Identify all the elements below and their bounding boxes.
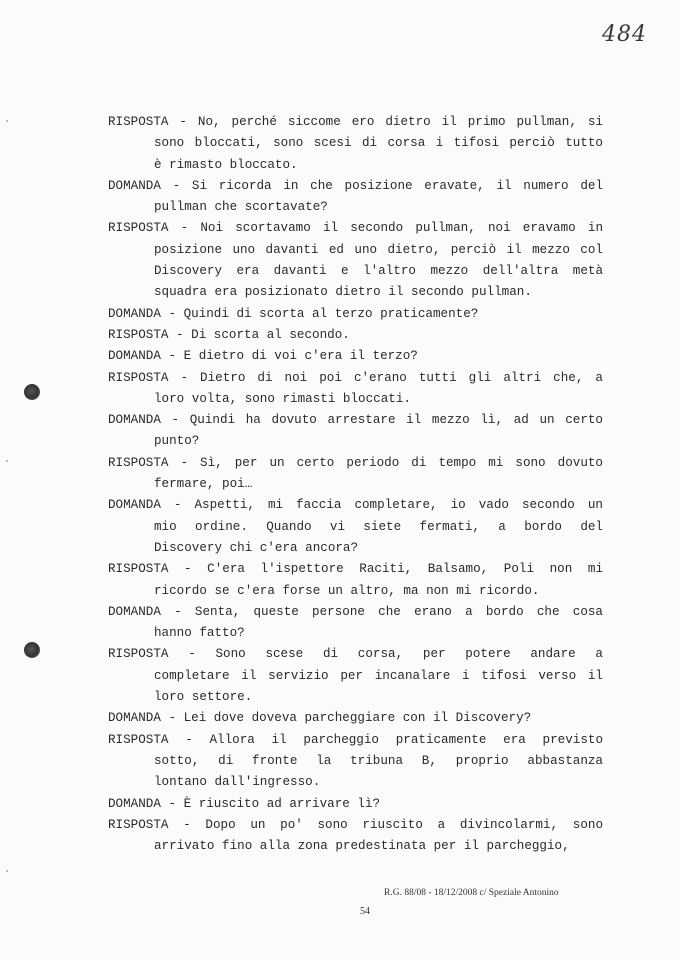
- entry-continuation-line: arrivato fino alla zona predestinata per il parcheggio,: [154, 839, 570, 854]
- entry-first-line: DOMANDA - Lei dove doveva parcheggiare con il Discovery?: [108, 711, 532, 726]
- entry-continuation-line: ricordo se c'era forse un altro, ma non mi ricordo.: [154, 583, 540, 598]
- transcript-entry: [108, 368, 603, 411]
- entry-first-line: RISPOSTA - Dopo un po' sono riuscito a divincolarmi, sono: [108, 817, 603, 832]
- transcript-entry: [108, 346, 603, 367]
- page-number: 54: [360, 906, 370, 917]
- entry-continuation-line: loro volta, sono rimasti bloccati.: [154, 391, 411, 406]
- entry-first-line: DOMANDA - Quindi di scorta al terzo praticamente?: [108, 306, 479, 321]
- transcript-entry: [108, 815, 603, 858]
- transcript-entry: [108, 176, 603, 219]
- entry-first-line: DOMANDA - Senta, queste persone che erano a bordo che cosa: [108, 604, 603, 619]
- transcript-entry: [108, 112, 603, 176]
- entry-continuation-line: Discovery era davanti e l'altro mezzo dell'altra metà: [154, 264, 603, 279]
- entry-first-line: DOMANDA - E dietro di voi c'era il terzo?: [108, 349, 418, 364]
- transcript-entry: [108, 218, 603, 303]
- entry-continuation-line: hanno fatto?: [154, 626, 245, 641]
- entry-continuation-line: punto?: [154, 434, 200, 449]
- entry-continuation-line: sono bloccati, sono scesi di corsa i tifosi perciò tutto: [154, 136, 603, 151]
- transcript-entry: [108, 644, 603, 708]
- entry-continuation-line: loro settore.: [154, 690, 253, 705]
- transcript-entry: [108, 708, 603, 729]
- transcript-entry: [108, 410, 603, 453]
- punch-hole: [24, 642, 40, 658]
- scan-mark: [6, 460, 8, 462]
- entry-first-line: RISPOSTA - Sì, per un certo periodo di tempo mi sono dovuto: [108, 455, 603, 470]
- entry-first-line: RISPOSTA - Dietro di noi poi c'erano tutti gli altri che, a: [108, 370, 603, 385]
- handwritten-page-number: 484: [602, 22, 647, 47]
- case-reference: R.G. 88/08 - 18/12/2008 c/ Speziale Antonino: [384, 888, 559, 898]
- transcript-body: [108, 112, 603, 857]
- transcript-entry: [108, 325, 603, 346]
- entry-first-line: RISPOSTA - Sono scese di corsa, per potere andare a: [108, 647, 603, 662]
- transcript-entry: [108, 304, 603, 325]
- entry-continuation-line: completare il servizio per incanalare i tifosi verso il: [154, 668, 603, 683]
- transcript-entry: [108, 453, 603, 496]
- entry-continuation-line: è rimasto bloccato.: [154, 157, 298, 172]
- entry-first-line: RISPOSTA - C'era l'ispettore Raciti, Balsamo, Poli non mi: [108, 562, 603, 577]
- entry-continuation-line: mio ordine. Quando vi siete fermati, a bordo del: [154, 519, 603, 534]
- entry-first-line: DOMANDA - Aspetti, mi faccia completare, io vado secondo un: [108, 498, 603, 513]
- scan-mark: [6, 870, 8, 872]
- punch-hole: [24, 384, 40, 400]
- transcript-entry: [108, 559, 603, 602]
- scan-mark: [6, 120, 8, 122]
- entry-continuation-line: lontano dall'ingresso.: [154, 775, 321, 790]
- entry-continuation-line: pullman che scortavate?: [154, 200, 328, 215]
- entry-first-line: RISPOSTA - Allora il parcheggio praticamente era previsto: [108, 732, 603, 747]
- entry-continuation-line: sotto, di fronte la tribuna B, proprio abbastanza: [154, 753, 603, 768]
- entry-continuation-line: fermare, poi…: [154, 477, 253, 492]
- entry-first-line: DOMANDA - Quindi ha dovuto arrestare il mezzo lì, ad un certo: [108, 413, 603, 428]
- transcript-entry: [108, 794, 603, 815]
- transcript-entry: [108, 495, 603, 559]
- entry-continuation-line: squadra era posizionato dietro il secondo pullman.: [154, 285, 532, 300]
- transcript-entry: [108, 602, 603, 645]
- entry-continuation-line: posizione uno davanti ed uno dietro, perciò il mezzo col: [154, 242, 603, 257]
- entry-first-line: DOMANDA - È riuscito ad arrivare lì?: [108, 796, 381, 811]
- entry-first-line: DOMANDA - Si ricorda in che posizione eravate, il numero del: [108, 178, 603, 193]
- entry-first-line: RISPOSTA - Di scorta al secondo.: [108, 327, 350, 342]
- entry-continuation-line: Discovery chi c'era ancora?: [154, 540, 359, 555]
- entry-first-line: RISPOSTA - Noi scortavamo il secondo pullman, noi eravamo in: [108, 221, 603, 236]
- transcript-entry: [108, 730, 603, 794]
- entry-first-line: RISPOSTA - No, perché siccome ero dietro il primo pullman, si: [108, 115, 603, 129]
